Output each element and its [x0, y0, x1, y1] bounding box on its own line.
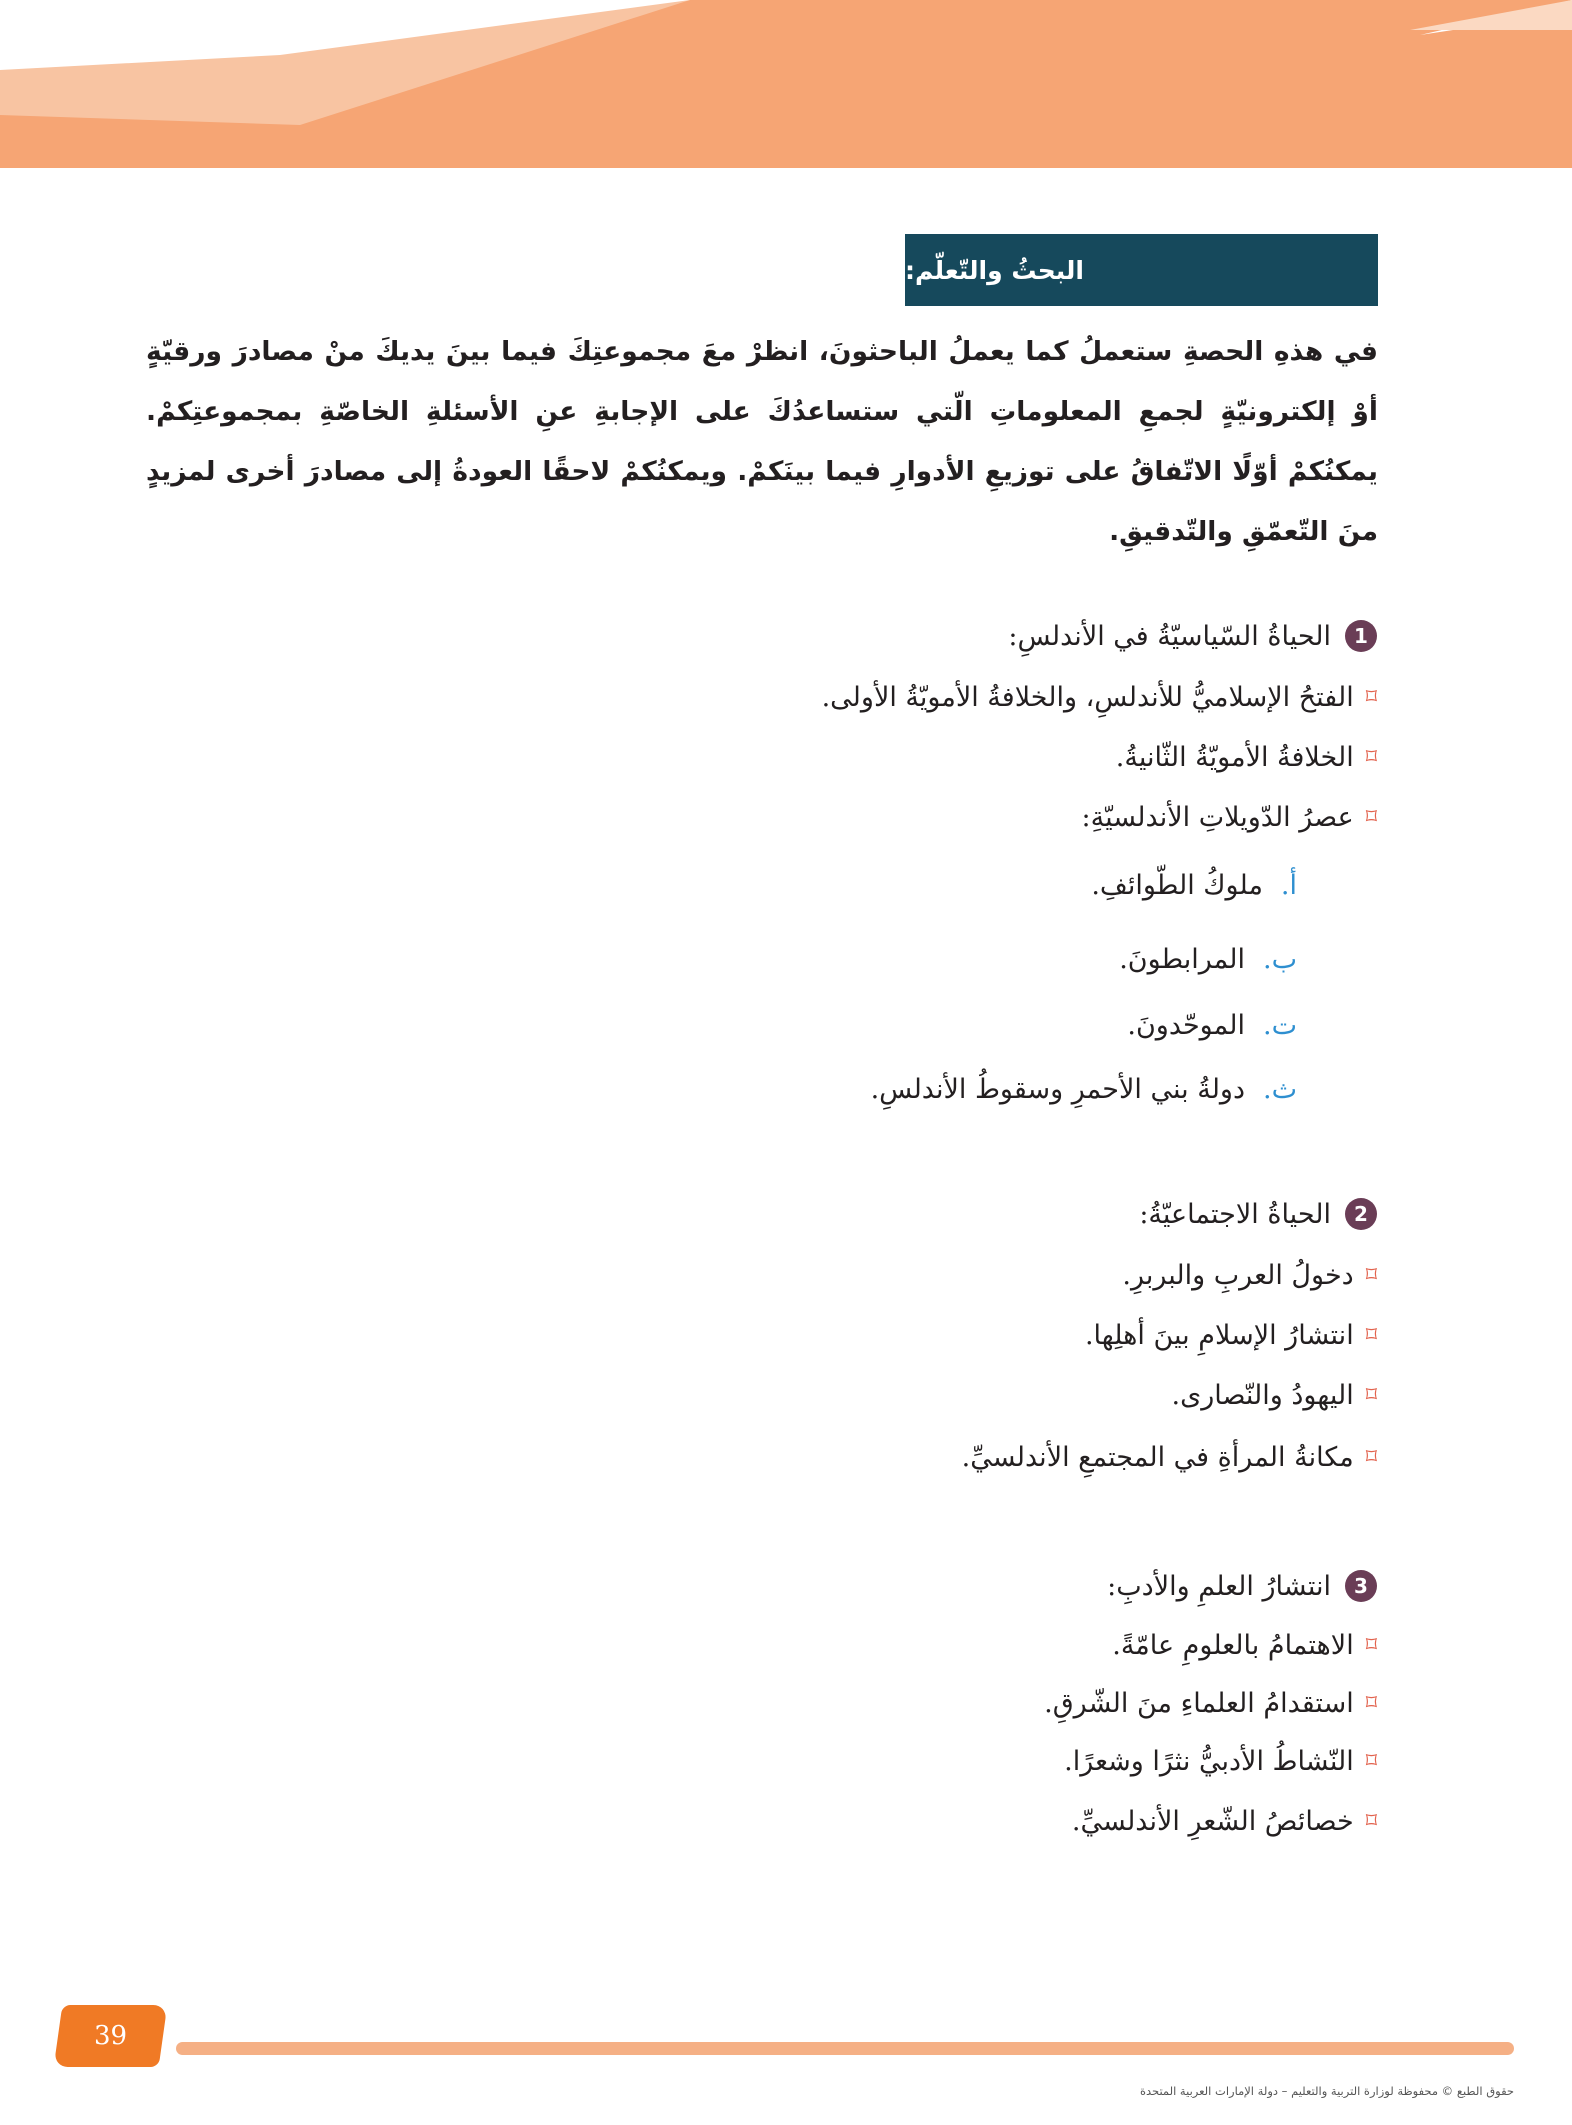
sub-item-text: الموحّدونَ.: [1127, 1010, 1245, 1041]
list-item: [1064, 1746, 1377, 1777]
bullet-icon: ⌑: [1365, 1633, 1377, 1658]
bullet-icon: ⌑: [1365, 1383, 1377, 1408]
list-item-text: الخلافةُ الأمويّةُ الثّانيةُ.: [1115, 742, 1354, 773]
list-item: [1072, 1806, 1377, 1837]
sub-list-item: [1119, 944, 1297, 975]
sub-item-text: المرابطونَ.: [1119, 944, 1245, 975]
sub-item-text: دولةُ بني الأحمرِ وسقوطُ الأندلسِ.: [870, 1074, 1245, 1105]
bullet-icon: ⌑: [1365, 805, 1377, 830]
list-item: [1082, 802, 1378, 833]
list-item-text: الاهتمامُ بالعلومِ عامّةً.: [1112, 1630, 1354, 1661]
list-item-text: النّشاطُ الأدبيُّ نثرًا وشعرًا.: [1064, 1746, 1354, 1777]
intro-paragraph: في هذهِ الحصةِ ستعملُ كما يعملُ الباحثونَ، انظرْ معَ مجموعتِكَ فيما بينَ يديكَ منْ مصادرَ ورقيّةٍ أوْ إلكترونيّةٍ لجمعِ المعلوماتِ الّتي ستساعدُكَ على الإجابةِ عنِ الأسئلةِ الخاصّةِ بمجموعتِكمْ. يمكنُكمْ أوّلًا الاتّفاقُ على توزيعِ الأدوارِ فيما بينَكمْ. ويمكنُكمْ لاحقًا العودةُ إلى مصادرَ أخرى لمزيدٍ منَ التّعمّقِ والتّدقيقِ.: [146, 336, 1378, 547]
topic-title: الحياةُ السّياسيّةُ في الأندلسِ:: [1008, 620, 1331, 652]
bullet-icon: ⌑: [1365, 1323, 1377, 1348]
bullet-icon: ⌑: [1365, 1691, 1377, 1716]
list-item: [1085, 1320, 1377, 1351]
topic-2-heading: [1139, 1198, 1377, 1230]
sub-list-item: [1127, 1010, 1297, 1041]
page-number: 39: [93, 2021, 128, 2051]
sub-item-text: ملوكُ الطّوائفِ.: [1091, 870, 1263, 901]
list-item-text: الفتحُ الإسلاميُّ للأندلسِ، والخلافةُ الأمويّةُ الأولى.: [821, 682, 1354, 713]
list-item-text: استقدامُ العلماءِ منَ الشّرقِ.: [1044, 1688, 1354, 1719]
header-banner: [0, 0, 1572, 168]
list-item-text: خصائصُ الشّعرِ الأندلسيِّ.: [1071, 1806, 1354, 1837]
topic-3-heading: [1107, 1570, 1377, 1602]
topic-number-badge: 2: [1345, 1198, 1377, 1230]
page-number-badge: [54, 2005, 168, 2067]
list-item: [962, 1442, 1377, 1473]
list-item: [1116, 742, 1377, 773]
list-item-text: عصرُ الدّويلاتِ الأندلسيّةِ:: [1081, 802, 1354, 833]
topic-1-heading: [1008, 620, 1377, 652]
bullet-icon: ⌑: [1365, 1263, 1377, 1288]
topic-number-badge: 3: [1345, 1570, 1377, 1602]
list-item: [1044, 1688, 1377, 1719]
sub-item-letter: أ.: [1280, 870, 1297, 901]
list-item: [1122, 1260, 1377, 1291]
topic-title: الحياةُ الاجتماعيّةُ:: [1139, 1198, 1331, 1230]
sub-list-item: [871, 1074, 1297, 1105]
copyright-notice: حقوق الطبع © محفوظة لوزارة التربية والتعليم – دولة الإمارات العربية المتحدة: [1139, 2084, 1514, 2098]
bullet-icon: ⌑: [1365, 745, 1377, 770]
bullet-icon: ⌑: [1365, 1445, 1377, 1470]
sub-item-letter: ث.: [1262, 1074, 1297, 1105]
topic-number-badge: 1: [1345, 620, 1377, 652]
bullet-icon: ⌑: [1365, 1749, 1377, 1774]
sub-list-item: [1091, 870, 1297, 901]
list-item: [822, 682, 1377, 713]
section-title: البحثُ والتّعلّم:: [905, 234, 1378, 306]
bullet-icon: ⌑: [1365, 1809, 1377, 1834]
topic-title: انتشارُ العلمِ والأدبِ:: [1107, 1570, 1331, 1602]
bullet-icon: ⌑: [1365, 685, 1377, 710]
sub-item-letter: ب.: [1262, 944, 1297, 975]
list-item-text: دخولُ العربِ والبربرِ.: [1122, 1260, 1354, 1291]
list-item: [1172, 1380, 1377, 1411]
sub-item-letter: ت.: [1262, 1010, 1297, 1041]
list-item: [1112, 1630, 1377, 1661]
list-item-text: انتشارُ الإسلامِ بينَ أهلِها.: [1084, 1320, 1354, 1351]
list-item-text: مكانةُ المرأةِ في المجتمعِ الأندلسيِّ.: [961, 1442, 1354, 1473]
list-item-text: اليهودُ والنّصارى.: [1171, 1380, 1354, 1411]
footer-bar: [176, 2042, 1514, 2055]
